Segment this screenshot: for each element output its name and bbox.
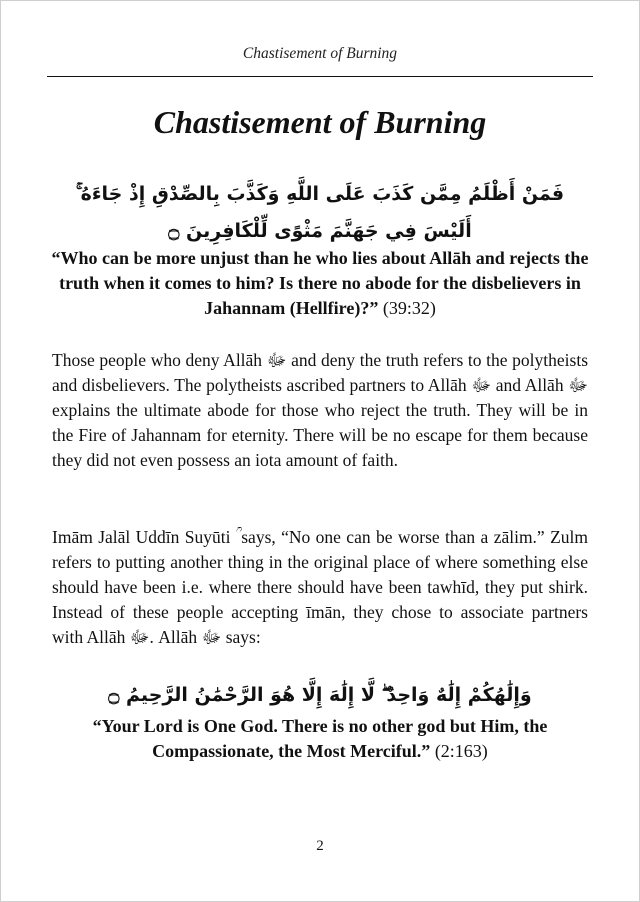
verse-1-reference: (39:32)	[382, 298, 436, 318]
page-number: 2	[316, 838, 324, 854]
verse-1-translation	[50, 246, 590, 321]
chapter-title: Chastisement of Burning	[153, 104, 487, 140]
body-paragraph-2: Imām Jalāl Uddīn Suyūti ؒ says, “No one can be worse than a zālim.” Zulm refers to putting another thing in the original place of where something else should have been i.e. where there should have been tawhīd, they put shirk. Instead of these people accepting īmān, they chose to associate partners with Allāh ﷻ. Allāh ﷻ says:	[52, 527, 588, 647]
running-header: Chastisement of Burning	[242, 45, 398, 62]
verse-2-text: “Your Lord is One God. There is no other god but Him, the Compassionate, the Most Merciful.”	[92, 716, 548, 761]
verse-2-reference: (2:163)	[434, 741, 488, 761]
header-divider	[47, 76, 593, 77]
arabic-verse-1: فَمَنْ أَظْلَمُ مِمَّن كَذَبَ عَلَى اللَّهِ وَكَذَّبَ بِالصِّدْقِ إِذْ جَاءَهُ ۚ أَلَيْسَ فِي جَهَنَّمَ مَثْوًى لِّلْكَافِرِينَ ۝	[75, 183, 565, 242]
verse-2-translation	[50, 714, 590, 764]
verse-1-text: “Who can be more unjust than he who lies about Allāh and rejects the truth when it comes to him? Is there no abode for the disbelievers in Jahannam (Hellfire)?”	[51, 248, 589, 318]
arabic-verse-2: وَإِلَٰهُكُمْ إِلَٰهٌ وَاحِدٌ ۖ لَّا إِلَٰهَ إِلَّا هُوَ الرَّحْمَٰنُ الرَّحِيمُ ۝	[108, 684, 532, 706]
body-paragraph-1: Those people who deny Allāh ﷻ and deny the truth refers to the polytheists and disbelievers. The polytheists ascribed partners to Allāh ﷻ and Allāh ﷻ explains the ultimate abode for those who reject the truth. They will be in the Fire of Jahannam for eternity. There will be no escape for them because they did not even possess an iota amount of faith.	[52, 350, 589, 470]
